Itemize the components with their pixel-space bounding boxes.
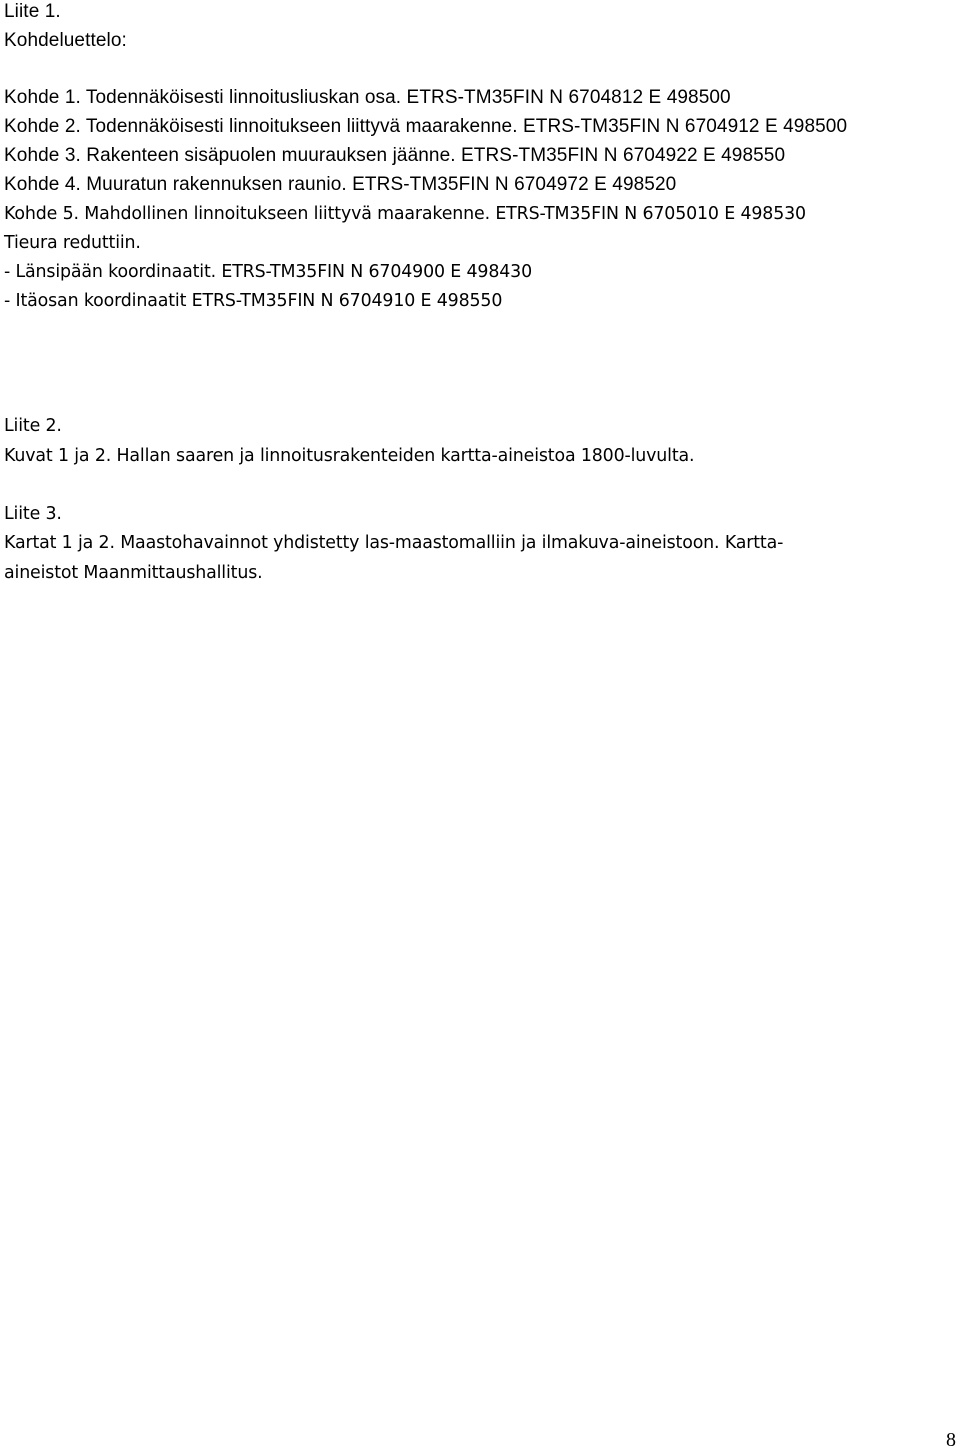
page-number: 8 [946,1429,956,1451]
tieura-line: Tieura reduttiin. [4,233,141,253]
kohde-4: Kohde 4. Muuratun rakennuksen raunio. ETRS-TM35FIN N 6704972 E 498520 [4,174,677,195]
liite2-text: Kuvat 1 ja 2. Hallan saaren ja linnoitusrakenteiden kartta-aineistoa 1800-luvulta. [4,446,695,466]
liite2-heading: Liite 2. [4,416,62,436]
liite3-text-line2: aineistot Maanmittaushallitus. [4,563,263,583]
liite1-subheading: Kohdeluettelo: [4,30,127,51]
liite1-heading: Liite 1. [4,1,61,22]
kohde-1: Kohde 1. Todennäköisesti linnoitusliuskan osa. ETRS-TM35FIN N 6704812 E 498500 [4,87,731,108]
kohde-3: Kohde 3. Rakenteen sisäpuolen muurauksen jäänne. ETRS-TM35FIN N 6704922 E 498550 [4,145,786,166]
kohde-5: Kohde 5. Mahdollinen linnoitukseen liittyvä maarakenne. ETRS-TM35FIN N 6705010 E 498530 [4,204,806,224]
itaosa-coordinates: - Itäosan koordinaatit ETRS-TM35FIN N 6704910 E 498550 [4,291,503,311]
lansipaa-coordinates: - Länsipään koordinaatit. ETRS-TM35FIN N 6704900 E 498430 [4,262,532,282]
liite3-heading: Liite 3. [4,504,62,524]
kohde-2: Kohde 2. Todennäköisesti linnoitukseen liittyvä maarakenne. ETRS-TM35FIN N 6704912 E 498500 [4,116,848,137]
liite3-text-line1: Kartat 1 ja 2. Maastohavainnot yhdistetty las-maastomalliin ja ilmakuva-aineistoon. Kartta- [4,533,784,553]
